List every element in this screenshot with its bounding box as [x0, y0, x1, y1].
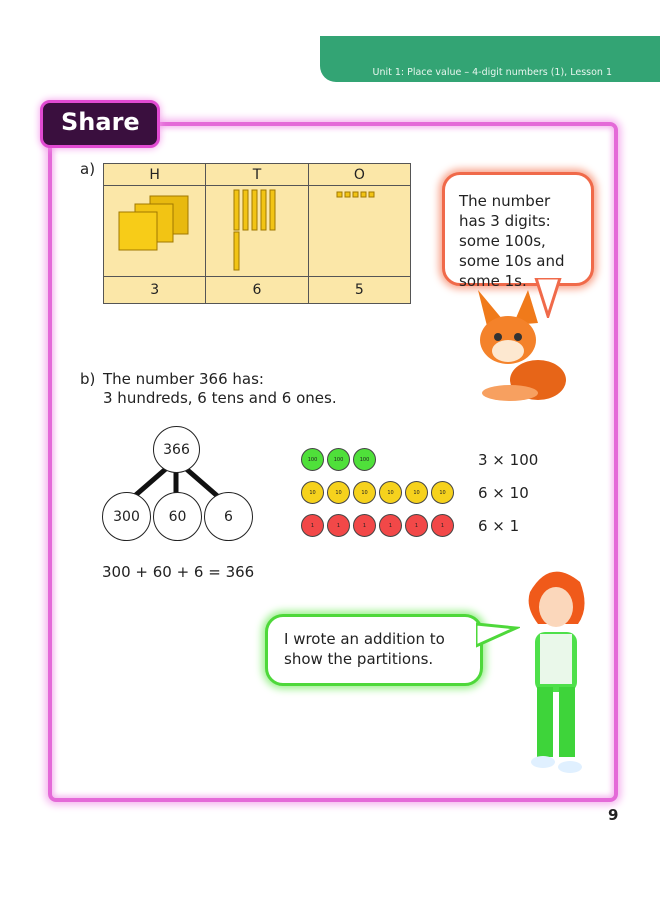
fox-speech-text: The number has 3 digits: some 100s, some 10s and some 1s. — [459, 192, 565, 290]
counter-10: 10 — [353, 481, 376, 504]
lesson-title: Unit 1: Place value – 4-digit numbers (1), Lesson 1 — [372, 67, 612, 78]
counter-100: 100 — [353, 448, 376, 471]
counter-1: 1 — [431, 514, 454, 537]
hundred-blocks-icon — [105, 186, 205, 272]
value-h: 3 — [104, 277, 206, 304]
part-a-label: a) — [80, 160, 96, 178]
girl-speech-text: I wrote an addition to show the partitions. — [284, 630, 445, 668]
header-t: T — [206, 164, 308, 186]
counter-1: 1 — [301, 514, 324, 537]
one-cubes-icon — [309, 186, 409, 206]
part-b-line1: The number 366 has: — [103, 370, 264, 388]
counter-10: 10 — [301, 481, 324, 504]
counter-10: 10 — [405, 481, 428, 504]
counter-10: 10 — [431, 481, 454, 504]
hundreds-multiplication: 3 × 100 — [478, 451, 539, 469]
hundreds-blocks — [104, 186, 206, 277]
value-o: 5 — [308, 277, 410, 304]
part-b-label: b) — [80, 370, 96, 388]
tens-rods — [206, 186, 308, 277]
girl-speech-bubble — [265, 614, 483, 686]
header-h: H — [104, 164, 206, 186]
fox-speech-bubble — [442, 172, 594, 290]
part-b-line2: 3 hundreds, 6 tens and 6 ones. — [103, 389, 337, 407]
ten-rods-icon — [207, 186, 307, 272]
value-t: 6 — [206, 277, 308, 304]
header-o: O — [308, 164, 410, 186]
counter-100: 100 — [301, 448, 324, 471]
lesson-header — [320, 36, 660, 82]
share-title: Share — [61, 108, 140, 136]
ones-multiplication: 6 × 1 — [478, 517, 520, 535]
girl-character-icon — [510, 562, 605, 784]
counter-10: 10 — [327, 481, 350, 504]
counter-1: 1 — [327, 514, 350, 537]
counter-1: 1 — [353, 514, 376, 537]
part-circle-hundreds: 300 — [102, 492, 151, 541]
counter-1: 1 — [379, 514, 402, 537]
counter-100: 100 — [327, 448, 350, 471]
part-circle-tens: 60 — [153, 492, 202, 541]
fox-character-icon — [468, 285, 568, 410]
part-circle-ones: 6 — [204, 492, 253, 541]
whole-circle: 366 — [153, 426, 200, 473]
tens-multiplication: 6 × 10 — [478, 484, 529, 502]
counter-1: 1 — [405, 514, 428, 537]
ones-cubes — [308, 186, 410, 277]
place-value-table — [103, 163, 411, 304]
counter-10: 10 — [379, 481, 402, 504]
share-tab — [40, 100, 160, 148]
addition-equation: 300 + 60 + 6 = 366 — [102, 563, 255, 581]
page-number: 9 — [608, 806, 619, 824]
